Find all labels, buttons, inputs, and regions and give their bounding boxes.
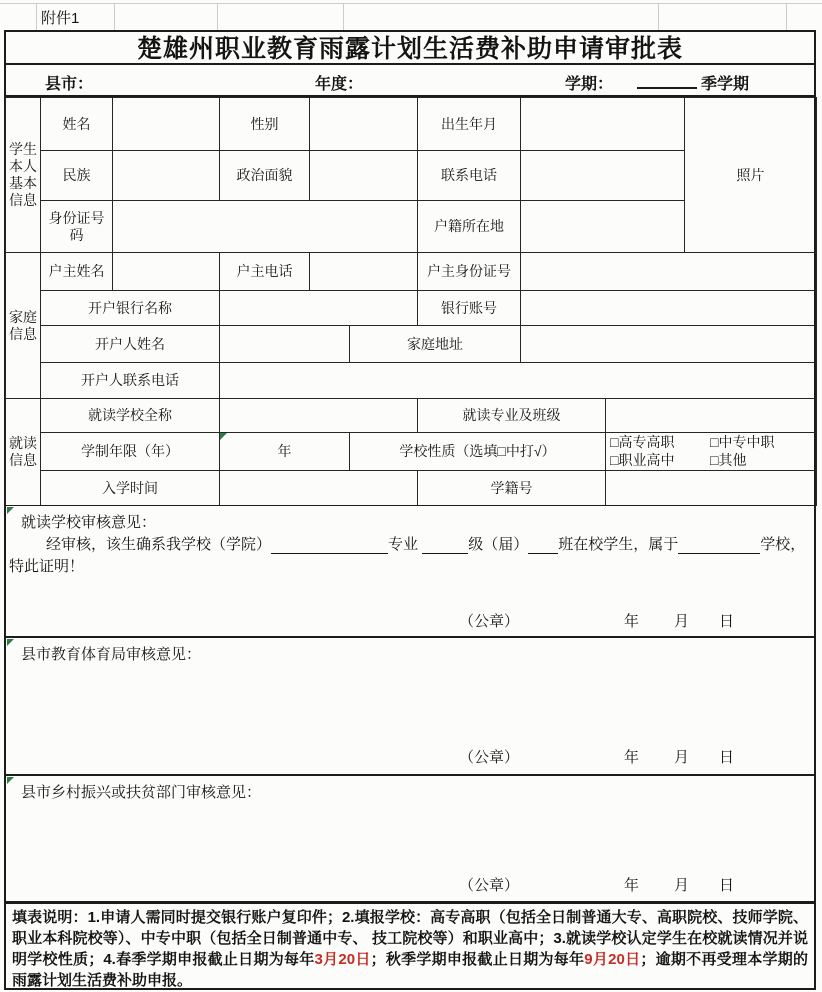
label-ethnicity: 民族 — [40, 150, 113, 201]
label-name: 姓名 — [40, 97, 113, 151]
label-school-type: 学校性质（选填□中打√） — [349, 432, 606, 471]
checkbox-option-zhiye[interactable]: □职业高中 — [610, 452, 675, 468]
seal-placeholder: （公章） — [459, 613, 520, 630]
grid-line — [658, 3, 659, 30]
label-head-id: 户主身份证号 — [417, 252, 521, 291]
deadline-autumn: 9月20日 — [584, 951, 641, 968]
input-political-status[interactable] — [309, 150, 418, 201]
input-bank-name[interactable] — [219, 290, 418, 326]
input-bank-account[interactable] — [520, 290, 817, 326]
date-day-label: 日 — [719, 877, 735, 894]
date-month-label: 月 — [674, 613, 690, 630]
label-account-holder: 开户人姓名 — [40, 325, 220, 363]
semester-blank[interactable] — [637, 71, 697, 89]
date-year-label: 年 — [624, 613, 640, 630]
review-section-education — [4, 637, 816, 775]
input-duration[interactable]: 年 — [219, 432, 350, 471]
statement-text: 学校， — [760, 536, 806, 553]
label-bank-name: 开户银行名称 — [40, 290, 220, 326]
semester-label: 学期： — [565, 76, 614, 93]
input-major-and-class[interactable] — [605, 398, 817, 433]
review-section-school — [4, 505, 816, 637]
checkbox-option-other[interactable]: □其他 — [710, 452, 747, 468]
date-day-label: 日 — [719, 749, 735, 766]
blank-major — [271, 538, 388, 554]
instructions-text: 填表说明：1.申请人需同时提交银行账户复印件；2.填报学校：高专高职（包括全日制普通大专、高职院校、技师学院、职业本科院校等）、中专中职（包括全日制普通中专、 技工院校等）和职业高中；3.就读学校认定学生在校就读情况并说明学校性质；4.春季学期申报截止日期为每年 — [12, 909, 808, 968]
grid-line — [343, 3, 344, 30]
cell-comment-marker-icon — [7, 777, 14, 784]
input-gender[interactable] — [309, 97, 418, 151]
label-duration: 学制年限（年） — [40, 432, 220, 471]
checkbox-option-zhongzhuan[interactable]: □中专中职 — [710, 434, 775, 450]
grid-line — [217, 3, 218, 30]
label-household-location: 户籍所在地 — [417, 200, 521, 253]
label-holder-phone: 开户人联系电话 — [40, 362, 220, 399]
input-household-location[interactable] — [520, 200, 685, 253]
review-school-title: 就读学校审核意见： — [21, 514, 157, 531]
attachment-label: 附件1 — [41, 10, 80, 27]
county-label: 县市： — [45, 76, 94, 93]
input-name[interactable] — [112, 97, 220, 151]
input-head-phone[interactable] — [309, 252, 418, 291]
cell-comment-marker-icon — [220, 433, 227, 440]
review-education-title: 县市教育体育局审核意见： — [21, 646, 202, 663]
input-student-number[interactable] — [605, 470, 817, 506]
blank-grade — [422, 538, 468, 554]
instructions-text: ；秋季学期申报截止日期为每年 — [370, 951, 585, 968]
review-rural-title: 县市乡村振兴或扶贫部门审核意见： — [21, 784, 262, 801]
deadline-spring: 3月20日 — [314, 951, 371, 968]
date-year-label: 年 — [624, 749, 640, 766]
label-bank-account: 银行账号 — [417, 290, 521, 326]
input-holder-phone[interactable] — [219, 362, 817, 399]
school-type-options — [605, 432, 817, 471]
label-enrollment-time: 入学时间 — [40, 470, 220, 506]
section-label-study: 就读信息 — [5, 398, 41, 506]
statement-text: 特此证明！ — [9, 558, 85, 575]
label-head-name: 户主姓名 — [40, 252, 113, 291]
date-year-label: 年 — [624, 877, 640, 894]
date-month-label: 月 — [674, 749, 690, 766]
label-home-address: 家庭地址 — [349, 325, 521, 363]
review-section-rural — [4, 775, 816, 902]
label-school-full-name: 就读学校全称 — [40, 398, 220, 433]
checkbox-option-gaozhuan[interactable]: □高专高职 — [610, 434, 675, 450]
page-title: 楚雄州职业教育雨露计划生活费补助申请审批表 — [4, 30, 816, 65]
blank-school — [678, 538, 760, 554]
input-ethnicity[interactable] — [112, 150, 220, 201]
input-enrollment-time[interactable] — [219, 470, 418, 506]
filling-instructions — [4, 902, 816, 990]
input-contact-phone[interactable] — [520, 150, 685, 201]
grid-line — [36, 3, 37, 30]
statement-text: 级（届） — [468, 536, 529, 553]
input-account-holder[interactable] — [219, 325, 350, 363]
grid-line — [114, 3, 115, 30]
section-label-student: 学生本人基本信息 — [5, 97, 41, 253]
seal-placeholder: （公章） — [459, 877, 520, 894]
grid-line — [0, 3, 822, 4]
blank-class — [528, 538, 558, 554]
statement-text: 经审核，该生确系我学校（学院） — [46, 536, 272, 553]
year-label: 年度： — [315, 76, 364, 93]
instructions-text: ；逾期不再受理本学期的雨露计划生活费补助申报。 — [12, 951, 808, 989]
label-contact-phone: 联系电话 — [417, 150, 521, 201]
section-label-family: 家庭信息 — [5, 252, 41, 399]
cell-comment-marker-icon — [7, 639, 14, 646]
label-birth-date: 出生年月 — [417, 97, 521, 151]
label-major-and-class: 就读专业及班级 — [417, 398, 606, 433]
input-head-id[interactable] — [520, 252, 817, 291]
grid-line — [786, 3, 787, 30]
label-id-number: 身份证号码 — [40, 200, 113, 253]
cell-comment-marker-icon — [7, 507, 14, 514]
label-student-number: 学籍号 — [417, 470, 606, 506]
input-home-address[interactable] — [520, 325, 817, 363]
input-school-full-name[interactable] — [219, 398, 418, 433]
semester-suffix-label: 季学期 — [701, 76, 750, 93]
date-month-label: 月 — [674, 877, 690, 894]
input-id-number[interactable] — [112, 200, 418, 253]
statement-text: 班在校学生，属于 — [558, 536, 679, 553]
input-birth-date[interactable] — [520, 97, 685, 151]
photo-cell[interactable]: 照片 — [684, 97, 817, 253]
statement-text: 专业 — [388, 536, 419, 553]
date-day-label: 日 — [719, 613, 735, 630]
label-political-status: 政治面貌 — [219, 150, 310, 201]
form-header-row — [4, 65, 816, 97]
label-head-phone: 户主电话 — [219, 252, 310, 291]
label-gender: 性别 — [219, 97, 310, 151]
seal-placeholder: （公章） — [459, 749, 520, 766]
review-school-statement — [12, 533, 814, 554]
input-head-name[interactable] — [112, 252, 220, 291]
